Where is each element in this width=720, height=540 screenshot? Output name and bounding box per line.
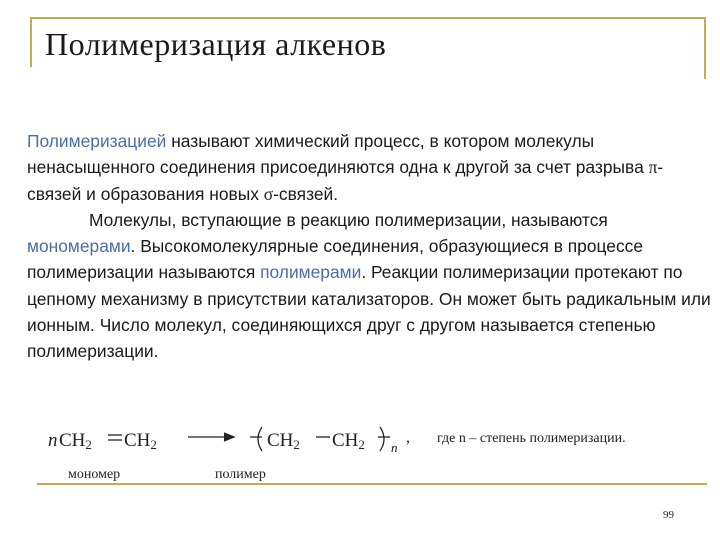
polymer-ch2-first: CH2 — [267, 430, 300, 452]
para1-text-a: называют химический процесс, в котором молекулы ненасыщенного соединения присоединяются одна к другой за счет разрыва — [27, 131, 649, 178]
polymerization-equation — [40, 418, 710, 483]
monomer-ch2-left: CH2 — [59, 430, 92, 452]
paragraph-monomers — [27, 207, 712, 365]
slide-title: Полимеризация алкенов — [45, 26, 387, 62]
label-polymer: полимер — [215, 467, 266, 482]
label-monomer: мономер — [68, 467, 121, 482]
title-frame-left-line — [30, 17, 32, 67]
polymer-chain-bracket-left — [250, 427, 262, 451]
para1-text-b: -связей и образования новых — [27, 157, 664, 204]
monomer-ch2-right: CH2 — [124, 430, 157, 452]
pi-symbol: π — [648, 157, 658, 178]
equation-n-coefficient: n — [48, 430, 58, 451]
polymer-subscript-n: n — [391, 440, 398, 455]
slide-body — [27, 128, 712, 365]
para1-text-c: -связей. — [273, 183, 339, 204]
reaction-arrow — [188, 433, 234, 441]
paragraph-definition — [27, 128, 712, 207]
polymer-ch2-second: CH2 — [332, 430, 365, 452]
para2-text-b: . Высокомолекулярные соединения, образующиеся в процессе полимеризации называются — [27, 236, 644, 283]
term-monomers: мономерами — [27, 236, 131, 257]
term-polymerization: Полимеризацией — [27, 131, 167, 151]
para2-text-a: Молекулы, вступающие в реакцию полимеризации, называются — [89, 209, 608, 230]
sigma-symbol: σ — [263, 183, 274, 204]
page-number: 99 — [663, 509, 674, 521]
footer-separator — [37, 483, 707, 485]
equation-comma: , — [406, 429, 410, 446]
double-bond — [108, 435, 122, 440]
title-frame-top-line — [30, 17, 705, 19]
term-polymers: полимерами — [260, 262, 362, 283]
degree-note: где n – степень полимеризации. — [437, 431, 626, 446]
polymer-chain-bracket-right — [378, 427, 390, 451]
title-frame-right-line — [704, 17, 706, 79]
para2-text-c: . Реакции полимеризации протекают по цепному механизму в присутствии катализаторов. Он может быть радикальным или ионным. Число молекул, соединяющихся друг с другом называется степенью полимеризации. — [27, 262, 711, 362]
